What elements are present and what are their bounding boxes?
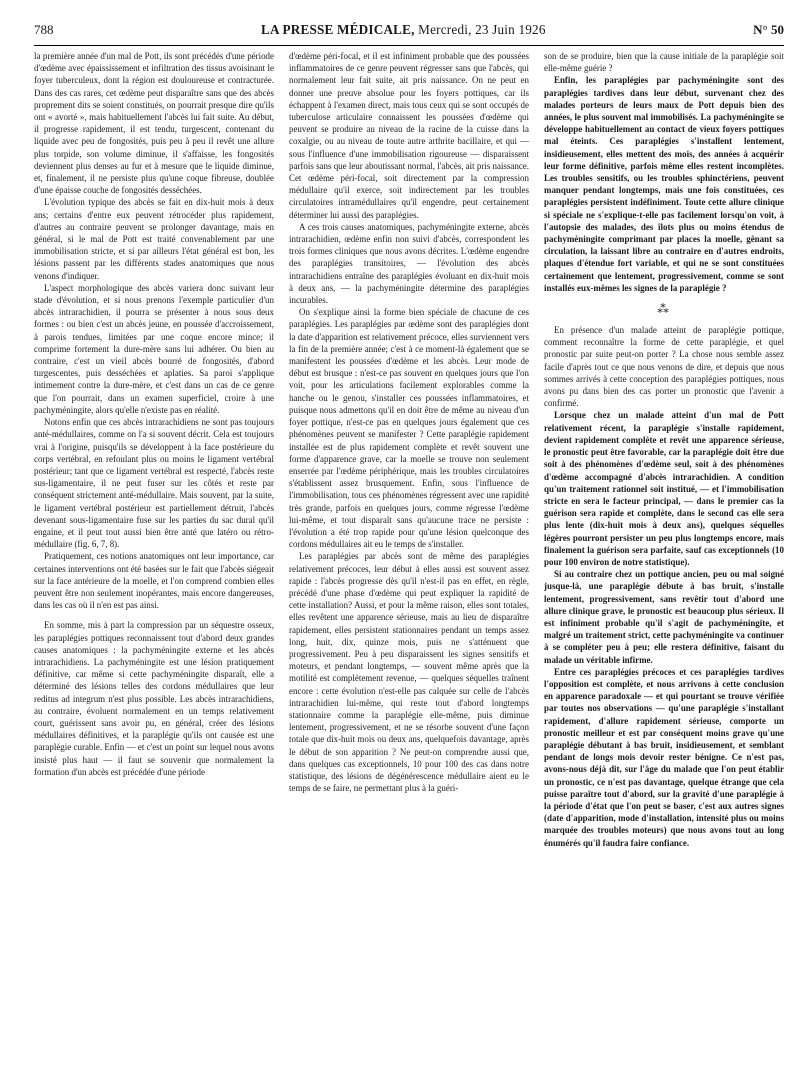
paragraph: Pratiquement, ces notions anatomiques ont leur importance, car certaines interventions ont été basées sur le fait que l'abcès siégeait sur la face antérieure de la moelle, et l'on comprend combien elles peuvent être non seulement inopérantes, mais encore dangereuses, dans les cas où il n'en est pas ainsi. xyxy=(34,551,274,611)
paragraph: L'évolution typique des abcès se fait en dix-huit mois à deux ans; certains d'entre eux peuvent rétrocéder plus rapidement, d'autres au contraire peuvent se prolonger davantage, mais en général, si le mal de Pott est traité convenablement par une immobilisation stricte, et si par ailleurs l'état général est bon, les lésions passent par les différents stades anatomiques que nous venons d'indiquer. xyxy=(34,197,274,281)
paragraph: On s'explique ainsi la forme bien spéciale de chacune de ces paraplégies. Les paraplégies par œdème sont des paraplégies dont la date d'apparition est relativement précoce, elles surviennent vers la fin de la première année; c'est à ce moment-là également que se manifestent les poussées d'œdème et les abcès. Leur mode de début est brusque : n'est-ce pas souvent en quelques jours que l'on voit, pour les articulations facilement explorables comme la hanche ou le genou, s'installer ces poussées inflammatoires, et puisque nous admettons qu'il en doit être de même au niveau d'un foyer pottique, n'est-ce pas en quelques jours également que ces phénomènes peuvent se manifester ? Cette paraplégie rapidement installée est de plus rapidement complète et revêt souvent une forme d'apparence grave, car la moelle se trouve non seulement enserrée par l'œdème périphérique, mais les troubles circulatoires s'établissent assez brusquement. Enfin, sous l'influence de l'immobilisation, tous ces phénomènes régressent avec une rapidité très grande, parfois en quelques jours, comme régresse l'œdème lui-même, et tout disparaît sans qu'aucune trace ne persiste : l'évolution a été trop rapide pour qu'une lésion quelconque des cordons médullaires ait eu le temps de s'installer. xyxy=(289,307,529,550)
paragraph: Entre ces paraplégies précoces et ces paraplégies tardives l'opposition est complète, et nous arrivons à cette conclusion en apparence paradoxale — et qui pourtant se trouve vérifiée par toutes nos observations — qu'une paraplégie s'installant rapidement, d'allure rapidement sérieuse, comporte un pronostic meilleur et est par conséquent moins grave qu'une paraplégie débutant à bas bruit, insidieusement, et semblant pendant de longs mois devoir rester bénigne. Ce n'est pas, avons-nous déjà dit, sur l'âge du malade que l'on peut établir un pronostic, ce n'est pas davantage, quelque étrange que cela puisse paraître tout d'abord, sur la gravité d'une paraplégie à la période d'état que l'on peut se baser, c'est aux autres signes (date d'apparition, mode d'installation, intensité plus ou moins marquée des troubles moteurs) que nous avons tout au long énumérés qu'il faudra faire confiance. xyxy=(544,666,784,848)
paragraph: A ces trois causes anatomiques, pachyméningite externe, abcès intrarachidien, œdème enfin non suivi d'abcès, correspondent les trois formes cliniques que nous avons décrites. L'œdème engendre des paraplégies transitoires, — l'évolution des abcès intrarachidiens entraîne des paraplégies évoluant en dix-huit mois à deux ans, — la pachyméningite détermine des paraplégies incurables. xyxy=(289,221,529,306)
paragraph: d'œdème péri-focal, et il est infiniment probable que des poussées inflammatoires de ce genre peuvent régresser sans que l'abcès, qui normalement leur fait suite, ait pris naissance. On ne peut en donner une preuve absolue pour les foyers pottiques, car ils échappent à l'examen direct, mais tous ceux qui se sont occupés de tuberculose articulaire connaissent les poussées d'œdème qui peuvent se produire au niveau de la racine de la cuisse dans la coxalgie, ou au niveau de toute autre arthrite bacillaire, et qui — sous l'influence d'une immobilisation rigoureuse — disparaissent parfois sans que leur aboutissant normal, l'abcès, ait pris naissance. Cet œdème péri-focal, soit directement par la compression médullaire qu'il exerce, soit indirectement par les troubles circulatoires intramédullaires qu'il engendre, peut certainement déterminer lui aussi des paraplégies. xyxy=(289,51,529,220)
paragraph: la première année d'un mal de Pott, ils sont précédés d'une période d'œdème avec épaississement et infiltration des tissus avoisinant le foyer tuberculeux, dont la région est douloureuse et contracturée. Dans des cas rares, cet œdème peut disparaître sans que des abcès proprement dits se soient constitués, on pourrait presque dire qu'ils ont « avorté », mais habituellement l'abcès lui fait suite. Au début, il progresse rapidement, il est tendu, turgescent, contenant du liquide avec peu de fongosités, puis peu à peu il revêt une allure plus torpide, son volume diminue, il s'affaisse, les fongosités deviennent plus denses au fur et à mesure que le liquide diminue, et, finalement, il ne persiste plus qu'une coque fibreuse, doublée d'une épaisse couche de fongosités desséchées. xyxy=(34,51,274,196)
masthead xyxy=(261,22,546,38)
paragraph: Si au contraire chez un pottique ancien, peu ou mal soigné jusque-là, une paraplégie débute à bas bruit, s'installe lentement, progressivement, sans revêtir tout d'abord une allure clinique grave, le pronostic est beaucoup plus sérieux. Il est infiniment probable qu'il s'agit de pachyméningite, et malgré un traitement strict, cette pachyméningite va continuer à se compléter peu à peu; elle restera définitive, faisant du malade un véritable infirme. xyxy=(544,569,784,665)
paragraph: Les paraplégies par abcès sont de même des paraplégies relativement précoces, leur début à elles aussi est souvent assez rapide : l'abcès progresse dès qu'il n'est-il pas en effet, en règle, précédé d'une phase d'œdème qui peut expliquer la rapidité de cette installation? Aussi, et pour la même raison, elles sont totales, elles revêtent une apparence sérieuse, mais au lieu de disparaître rapidement, elles persistent stationnaires pendant un temps assez long, huit, dix, quinze mois, puis ne s'atténuent que progressivement. Peu à peu disparaissent les signes sensitifs et moteurs, et pendant longtemps, — souvent même après que la motilité est complètement revenue, — quelques séquelles traînent encore : cette évolution n'est-elle pas calquée sur celle de l'abcès intrarachidien lui-même, qui reste tout d'abord longtemps stationnaire comme la paraplégie elle-même, puis diminue lentement, progressivement, et ne se résorbe souvent d'une façon totale que dix-huit mois ou deux ans, quelquefois davantage, après le début de son apparition ? Ne peut-on comprendre aussi que, dans quelques cas exceptionnels, 10 pour 100 des cas dans notre statistique, des lésions de dégénérescence médullaire aient eu le temps de se faire, ne permettant plus à la guéri- xyxy=(289,551,529,794)
section-separator-asterism: ⁂ xyxy=(657,302,671,317)
paragraph: son de se produire, bien que la cause initiale de la paraplégie soit elle-même guérie ? xyxy=(544,51,784,74)
header-rule xyxy=(34,45,784,46)
journal-title: LA PRESSE MÉDICALE, xyxy=(261,22,415,37)
page-number: 788 xyxy=(34,22,54,37)
issue-date: Mercredi, 23 Juin 1926 xyxy=(418,22,546,37)
column-3 xyxy=(544,50,784,1070)
paragraph: L'aspect morphologique des abcès variera donc suivant leur stade d'évolution, et si nous prenons l'exemple particulier d'un abcès intrarachidien, il pourra se présenter à nous sous deux formes : ou bien c'est un abcès jeune, en poussée d'accroissement, à parois tendues, limitées par une coque encore mince; il comprime fortement la dure-mère sans lui adhérer. Ou bien au contraire, c'est un vieil abcès bourré de fongosités, d'abord turgescentes, puis desséchées et aplaties. Sa paroi s'applique intimement contre la dure-mère, et c'est dans un cas de ce genre que l'on pourrait, dans un examen superficiel, croire à une pachyméningite, alors qu'elle n'existe pas en réalité. xyxy=(34,282,274,415)
issue-number: N° 50 xyxy=(753,22,784,37)
article-columns xyxy=(34,50,784,1070)
paragraph: Lorsque chez un malade atteint d'un mal de Pott relativement récent, la paraplégie s'installe rapidement, devient rapidement complète et revêt une apparence sérieuse, le pronostic peut être favorable, car la paraplégie doit être due soit à des phénomènes d'œdème seul, soit à des phénomènes d'œdème accompagné d'abcès intrarachidien. A condition qu'un traitement rationnel soit institué, — et l'immobilisation stricte en sera le facteur principal, — dans le premier cas la guérison sera rapide et complète, dans le second cas elle sera plus lente (dix-huit mois à deux ans), quelques séquelles légères pourront persister un peu plus longtemps encore, mais finalement la guérison sera parfaite, sauf cas exceptionnels (10 pour 100 environ de notre statistique). xyxy=(544,410,784,567)
column-2 xyxy=(289,50,529,1070)
paragraph: En présence d'un malade atteint de paraplégie pottique, comment reconnaître la forme de cette paraplégie, et quel pronostic par suite peut-on porter ? La chose nous semble assez facile d'après tout ce que nous venons de dire, et depuis que nous sommes arrivés à cette conception des paraplégies pottiques, nous avons pu dans bien des cas porter un pronostic que l'avenir a confirmé. xyxy=(544,325,784,409)
paragraph: En somme, mis à part la compression par un séquestre osseux, les paraplégies pottiques reconnaissent tout d'abord deux grandes causes anatomiques : la pachyméningite externe et les abcès intrarachidiens. La pachyméningite est une lésion pratiquement définitive, car même si cette pachyméningite disparaît, elle a déterminé des lésions telles des cordons médullaires que leur reditus ad integrum n'est plus possible. Les abcès intrarachidiens, au contraire, évoluent normalement en un temps relativement court, guérissent sans avoir pu, en général, créer des lésions médullaires définitives, et la paraplégie qu'ils ont causée est une paraplégie curable. Enfin — et c'est un point sur lequel nous avons insisté plus haut — il faut se souvenir que normalement la formation d'un abcès est précédée d'une période xyxy=(34,620,274,777)
column-1 xyxy=(34,50,274,1070)
paragraph: Enfin, les paraplégies par pachyméningite sont des paraplégies tardives dans leur début, survenant chez des malades porteurs de leurs maux de Pott depuis bien des années, le plus souvent mal immobilisés. La pachyméningite se développe habituellement au contact de vieux foyers pottiques mal éteints. Ces paraplégies s'installent lentement, insidieusement, elles mettent des mois, des années à acquérir leur forme définitive, parfois même elles restent incomplètes. Les troubles sensitifs, ou les troubles sphinctériens, peuvent manquer pendant longtemps, mais une fois constituées, ces paraplégies persistent indéfiniment. Toute cette allure clinique si spéciale ne s'explique-t-elle pas facilement lorsqu'on voit, à l'autopsie des malades, des îlots plus ou moins étendus de pachyméningite comprimant par places la moelle, gênant sa circulation, la laissant libre au contraire en d'autres endroits, plaques d'étendue fort variable, et qui ne se sont constituées certainement que lentement, progressivement, comme se sont installés eux-mêmes les signes de la paraplégie ? xyxy=(544,75,784,293)
page-header xyxy=(34,22,784,42)
paragraph: Notons enfin que ces abcès intrarachidiens ne sont pas toujours anté-médullaires, comme on l'a si souvent décrit. Cela est toujours vrai à l'origine, puisqu'ils se développent à la face postérieure du corps vertébral, en refoulant plus ou moins le ligament vertébral postérieur; tant que ce ligament vertébral est respecté, l'abcès reste sus-ligamentaire, il ne peut fuser sur les côtés et reste par conséquent strictement anté-médullaire. Mais souvent, par la suite, le ligament vertébral postérieur est partiellement détruit, l'abcès devenant sous-ligamentaire fuse sur les parties du sac dural qu'il engaine, et il peut tout aussi bien être anté que latéro ou rétro-médullaire (fig. 6, 7, 8). xyxy=(34,417,274,550)
